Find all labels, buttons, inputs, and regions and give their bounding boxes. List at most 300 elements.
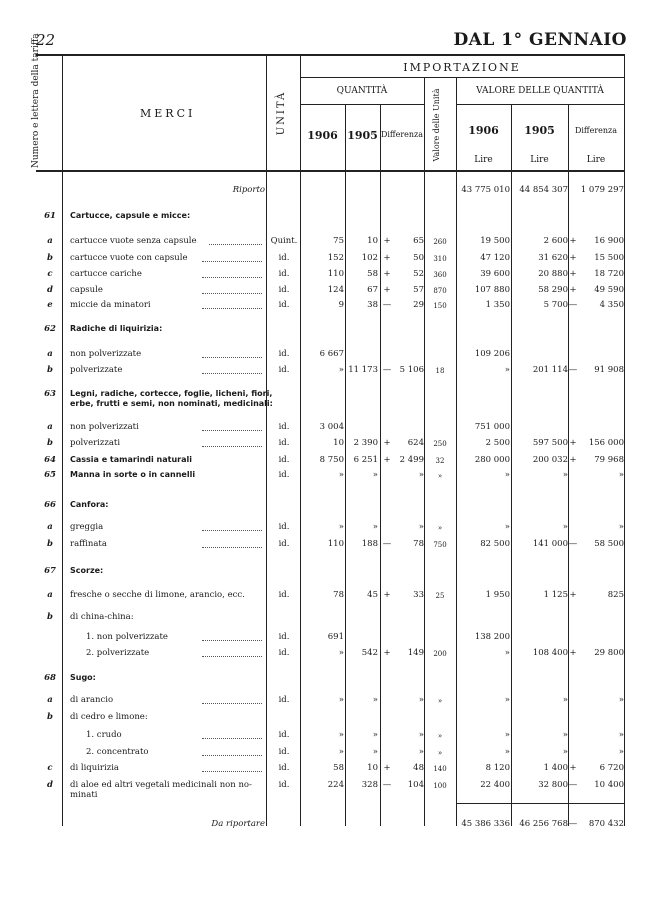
- header-q-1905: 1905: [347, 129, 378, 142]
- unit-cell: id.: [278, 695, 290, 705]
- tariff-code: a: [47, 236, 53, 246]
- value-difference: 16 900: [594, 236, 624, 246]
- leader-dots: [202, 422, 262, 431]
- quantity-difference: 48: [413, 763, 424, 773]
- leader-dots: [202, 763, 262, 772]
- unit-cell: id.: [278, 780, 290, 790]
- value-1905: 5 700: [543, 300, 568, 310]
- tariff-code: 67: [44, 566, 56, 576]
- row-label: Canfora:: [70, 500, 109, 509]
- value-1905: 201 114: [532, 365, 568, 375]
- quantity-1905: 38: [367, 300, 378, 310]
- row-label: Radiche di liquirizia:: [70, 324, 163, 333]
- tariff-code: b: [47, 253, 53, 263]
- value-difference: »: [618, 747, 624, 757]
- quantity-1906: 78: [333, 590, 344, 600]
- table-row: [0, 566, 647, 578]
- table-row: [0, 612, 647, 624]
- quantity-1905: 11 173: [348, 365, 378, 375]
- tariff-code: 63: [44, 389, 56, 399]
- value-1906: 1 350: [485, 300, 510, 310]
- tariff-code: e: [47, 300, 53, 310]
- quantity-difference: 104: [407, 780, 424, 790]
- value-1906: 45 386 336: [461, 819, 510, 829]
- quantity-diff-sign: —: [382, 780, 392, 790]
- tariff-code: 62: [44, 324, 56, 334]
- header-v-1906-lire: Lire: [474, 155, 493, 165]
- tariff-code: b: [47, 712, 53, 722]
- tariff-code: 68: [44, 673, 56, 683]
- unit-cell: id.: [278, 269, 290, 279]
- tariff-code: a: [47, 422, 53, 432]
- tariff-code: c: [47, 269, 53, 279]
- header-v-diff-lire: Lire: [586, 155, 606, 165]
- quantity-1906: »: [338, 365, 344, 375]
- value-difference: 1 079 297: [580, 185, 624, 195]
- table-row: [0, 285, 647, 297]
- table-row: [0, 695, 647, 707]
- value-diff-sign: —: [568, 819, 578, 829]
- quantity-1905: 2 390: [353, 438, 378, 448]
- value-difference: 15 500: [594, 253, 624, 263]
- row-label: capsule: [70, 285, 103, 295]
- unit-cell: id.: [278, 349, 290, 359]
- row-label: non polverizzati: [70, 422, 139, 432]
- quantity-diff-sign: +: [383, 438, 391, 448]
- quantity-difference: »: [418, 747, 424, 757]
- value-difference: 91 908: [594, 365, 624, 375]
- row-label: Legni, radiche, cortecce, foglie, licheni, fiori,: [70, 389, 273, 398]
- value-1906: 39 600: [480, 269, 510, 279]
- unit-cell: id.: [278, 438, 290, 448]
- tariff-code: 61: [44, 211, 56, 221]
- quantity-difference: 78: [413, 539, 424, 549]
- tariff-code: b: [47, 365, 53, 375]
- table-row: [0, 253, 647, 265]
- row-label: Cartucce, capsule e micce:: [70, 211, 191, 220]
- row-label: non polverizzate: [70, 349, 142, 359]
- quantity-1906: »: [338, 747, 344, 757]
- quantity-diff-sign: +: [383, 253, 391, 263]
- value-diff-sign: +: [569, 455, 577, 465]
- quantity-diff-sign: +: [383, 648, 391, 658]
- unit-cell: id.: [278, 522, 290, 532]
- table-top-rule: [36, 54, 624, 56]
- page-number: 22: [36, 31, 56, 49]
- value-difference: 79 968: [594, 455, 624, 465]
- value-1905: 32 800: [538, 780, 568, 790]
- value-difference: »: [618, 695, 624, 705]
- value-1905: »: [562, 470, 568, 480]
- value-1905: 108 400: [532, 648, 568, 658]
- value-1906: »: [504, 648, 510, 658]
- unit-value: 360: [433, 271, 447, 279]
- row-label: Scorze:: [70, 566, 104, 575]
- row-label: 2. polverizzate: [86, 648, 150, 658]
- value-1905: »: [562, 730, 568, 740]
- unit-cell: id.: [278, 763, 290, 773]
- quantity-1905: 102: [361, 253, 378, 263]
- tariff-code: b: [47, 539, 53, 549]
- value-1906: »: [504, 695, 510, 705]
- value-diff-sign: +: [569, 253, 577, 263]
- unit-cell: id.: [278, 253, 290, 263]
- quantity-1906: 110: [327, 269, 344, 279]
- header-unit-value: Valore delle Unità: [432, 88, 441, 162]
- value-diff-sign: —: [568, 300, 578, 310]
- row-label: Sugo:: [70, 673, 96, 682]
- unit-cell: id.: [278, 730, 290, 740]
- table-row: [0, 763, 647, 775]
- quantity-1906: »: [338, 522, 344, 532]
- leader-dots: [202, 632, 262, 641]
- value-1906: 109 206: [474, 349, 510, 359]
- quantity-1905: 328: [361, 780, 378, 790]
- unit-value: 140: [433, 765, 447, 773]
- row-label-continued: minati: [70, 790, 98, 800]
- quantity-1906: 9: [338, 300, 344, 310]
- import-title-rule: [300, 77, 624, 78]
- value-difference: 4 350: [599, 300, 624, 310]
- value-1905: 46 256 768: [519, 819, 568, 829]
- quantity-1906: 152: [327, 253, 344, 263]
- leader-dots: [202, 269, 262, 278]
- value-1906: 280 000: [474, 455, 510, 465]
- quantity-1905: »: [372, 695, 378, 705]
- table-row: [0, 422, 647, 434]
- row-label: miccie da minatori: [70, 300, 151, 310]
- header-goods: MERCI: [140, 107, 196, 120]
- value-1906: »: [504, 522, 510, 532]
- value-diff-sign: +: [569, 236, 577, 246]
- quantity-1906: 224: [327, 780, 344, 790]
- value-difference: 29 800: [594, 648, 624, 658]
- unit-cell: id.: [278, 455, 290, 465]
- quantity-diff-sign: —: [382, 539, 392, 549]
- table-row: [0, 500, 647, 512]
- value-1905: 20 880: [538, 269, 568, 279]
- tariff-code: d: [47, 285, 53, 295]
- unit-cell: id.: [278, 285, 290, 295]
- quantity-difference: 624: [407, 438, 424, 448]
- leader-dots: [209, 236, 262, 245]
- value-1906: 8 120: [485, 763, 510, 773]
- value-diff-sign: +: [569, 269, 577, 279]
- table-row: [0, 365, 647, 377]
- unit-value: 25: [435, 592, 445, 600]
- row-label: di liquirizia: [70, 763, 119, 773]
- leader-dots: [202, 365, 262, 374]
- value-1906: 43 775 010: [461, 185, 510, 195]
- total-rule: [456, 803, 624, 804]
- unit-value: 18: [435, 367, 445, 375]
- quantity-difference: 50: [413, 253, 424, 263]
- row-label: di china-china:: [70, 612, 134, 622]
- value-1906: 138 200: [474, 632, 510, 642]
- value-diff-sign: +: [569, 438, 577, 448]
- quantity-diff-sign: +: [383, 269, 391, 279]
- quantity-1906: »: [338, 648, 344, 658]
- header-v-1905: 1905: [524, 124, 555, 137]
- tariff-code: a: [47, 590, 53, 600]
- table-header-bottom-rule: [36, 170, 624, 172]
- quantity-1906: »: [338, 695, 344, 705]
- value-difference: 10 400: [594, 780, 624, 790]
- leader-dots: [202, 438, 262, 447]
- header-v-1905-lire: Lire: [530, 155, 549, 165]
- quantity-1906: 10: [333, 438, 344, 448]
- unit-value: 750: [433, 541, 447, 549]
- table-row: [0, 648, 647, 660]
- tariff-code: c: [47, 763, 53, 773]
- header-q-1906: 1906: [307, 129, 338, 142]
- leader-dots: [202, 730, 262, 739]
- quantity-difference: »: [418, 470, 424, 480]
- row-label: cartucce vuote senza capsule: [70, 236, 197, 246]
- quantity-difference: 52: [413, 269, 424, 279]
- quantity-difference: 65: [413, 236, 424, 246]
- unit-value: 150: [433, 302, 447, 310]
- header-import: IMPORTAZIONE: [403, 61, 521, 74]
- quantity-1905: »: [372, 522, 378, 532]
- table-row: [0, 185, 647, 197]
- header-unit: UNITÀ: [276, 90, 287, 136]
- unit-value: »: [437, 697, 443, 705]
- table-row: [0, 300, 647, 312]
- value-1905: 141 000: [532, 539, 568, 549]
- value-1906: 47 120: [480, 253, 510, 263]
- leader-dots: [202, 300, 262, 309]
- value-1906: 107 880: [474, 285, 510, 295]
- value-1905: »: [562, 747, 568, 757]
- table-row: [0, 539, 647, 551]
- table-row: [0, 590, 647, 602]
- tariff-code: a: [47, 695, 53, 705]
- quantity-1905: 10: [367, 236, 378, 246]
- value-difference: 156 000: [588, 438, 624, 448]
- row-label: greggia: [70, 522, 104, 532]
- value-1905: »: [562, 522, 568, 532]
- value-difference: 58 500: [594, 539, 624, 549]
- running-title: DAL 1° GENNAIO: [453, 30, 627, 50]
- value-diff-sign: +: [569, 648, 577, 658]
- value-title-rule: [456, 104, 624, 105]
- quantity-1905: »: [372, 470, 378, 480]
- value-difference: 870 432: [588, 819, 624, 829]
- value-difference: 6 720: [599, 763, 624, 773]
- quantity-1906: 110: [327, 539, 344, 549]
- quantity-diff-sign: +: [383, 236, 391, 246]
- row-label: di arancio: [70, 695, 114, 705]
- leader-dots: [202, 522, 262, 531]
- unit-value: »: [437, 732, 443, 740]
- row-label: Cassia e tamarindi naturali: [70, 455, 192, 464]
- unit-cell: id.: [278, 365, 290, 375]
- table-row: [0, 455, 647, 467]
- leader-dots: [202, 253, 262, 262]
- tariff-code: 65: [44, 470, 56, 480]
- table-row: [0, 470, 647, 482]
- row-label: polverizzate: [70, 365, 123, 375]
- value-1905: 44 854 307: [519, 185, 568, 195]
- row-label: di aloe ed altri vegetali medicinali non no-: [70, 780, 252, 790]
- quantity-1906: 124: [327, 285, 344, 295]
- value-difference: 825: [607, 590, 624, 600]
- table-row: [0, 747, 647, 759]
- table-row: [0, 236, 647, 248]
- value-difference: »: [618, 730, 624, 740]
- row-label: Riporto: [232, 185, 265, 195]
- value-1906: 22 400: [480, 780, 510, 790]
- quantity-1905: 6 251: [353, 455, 378, 465]
- quantity-1905: 67: [367, 285, 378, 295]
- quantity-difference: 5 106: [399, 365, 424, 375]
- table-row: [0, 522, 647, 534]
- unit-value: 870: [433, 287, 447, 295]
- leader-dots: [202, 648, 262, 657]
- unit-value: 32: [435, 457, 445, 465]
- value-1905: »: [562, 695, 568, 705]
- quantity-difference: 29: [413, 300, 424, 310]
- value-1906: 82 500: [480, 539, 510, 549]
- value-1905: 1 400: [543, 763, 568, 773]
- quantity-difference: 2 499: [399, 455, 424, 465]
- value-difference: 49 590: [594, 285, 624, 295]
- table-row: [0, 819, 647, 831]
- unit-value: 260: [433, 238, 447, 246]
- value-1905: 200 032: [532, 455, 568, 465]
- value-difference: 18 720: [594, 269, 624, 279]
- quantity-1906: 75: [333, 236, 344, 246]
- table-row: [0, 269, 647, 281]
- row-label: 2. concentrato: [86, 747, 149, 757]
- quantity-diff-sign: +: [383, 285, 391, 295]
- unit-cell: id.: [278, 539, 290, 549]
- value-1906: 1 950: [485, 590, 510, 600]
- table-row: [0, 780, 647, 800]
- header-tariff-number: Numero e lettera della tariffa: [31, 33, 41, 168]
- tariff-code: a: [47, 522, 53, 532]
- table-row: [0, 730, 647, 742]
- unit-cell: id.: [278, 747, 290, 757]
- tariff-code: b: [47, 612, 53, 622]
- value-1906: »: [504, 747, 510, 757]
- quantity-diff-sign: +: [383, 763, 391, 773]
- quantity-difference: 33: [413, 590, 424, 600]
- header-v-difference: Differenza: [574, 126, 618, 135]
- unit-cell: id.: [278, 632, 290, 642]
- unit-value: »: [437, 472, 443, 480]
- value-difference: »: [618, 522, 624, 532]
- table-row: [0, 324, 647, 336]
- unit-cell: id.: [278, 648, 290, 658]
- value-1905: 2 600: [543, 236, 568, 246]
- leader-dots: [202, 285, 262, 294]
- value-diff-sign: +: [569, 763, 577, 773]
- unit-value: 310: [433, 255, 447, 263]
- quantity-1905: »: [372, 747, 378, 757]
- leader-dots: [202, 747, 262, 756]
- value-1905: 31 620: [538, 253, 568, 263]
- quantity-1906: 691: [327, 632, 344, 642]
- row-label: 1. non polverizzate: [86, 632, 168, 642]
- table-row: [0, 389, 647, 408]
- value-1905: 58 290: [538, 285, 568, 295]
- quantity-diff-sign: +: [383, 590, 391, 600]
- value-1905: 1 125: [543, 590, 568, 600]
- quantity-1905: »: [372, 730, 378, 740]
- unit-value: 200: [433, 650, 447, 658]
- value-difference: »: [618, 470, 624, 480]
- header-q-difference: Differenza: [380, 130, 424, 139]
- quantity-1906: 3 004: [319, 422, 344, 432]
- quantity-difference: »: [418, 522, 424, 532]
- leader-dots: [202, 349, 262, 358]
- unit-value: 250: [433, 440, 447, 448]
- table-row: [0, 632, 647, 644]
- tariff-code: a: [47, 349, 53, 359]
- row-label: polverizzati: [70, 438, 121, 448]
- unit-value: 100: [433, 782, 447, 790]
- value-1905: 597 500: [532, 438, 568, 448]
- value-diff-sign: —: [568, 365, 578, 375]
- table-row: [0, 673, 647, 685]
- quantity-1906: »: [338, 470, 344, 480]
- value-diff-sign: —: [568, 780, 578, 790]
- quantity-1905: 542: [361, 648, 378, 658]
- row-label: Da riportare: [211, 819, 265, 829]
- unit-cell: id.: [278, 470, 290, 480]
- header-value: VALORE DELLE QUANTITÀ: [476, 86, 604, 96]
- value-1906: »: [504, 365, 510, 375]
- quantity-diff-sign: +: [383, 455, 391, 465]
- quantity-1905: 58: [367, 269, 378, 279]
- row-label: di cedro e limone:: [70, 712, 148, 722]
- table-row: [0, 438, 647, 450]
- row-label-continued: erbe, frutti e semi, non nominati, medicinali:: [70, 399, 273, 408]
- value-1906: »: [504, 730, 510, 740]
- table-row: [0, 211, 647, 223]
- unit-cell: id.: [278, 590, 290, 600]
- row-label: fresche o secche di limone, arancio, ecc.: [70, 590, 245, 600]
- value-1906: »: [504, 470, 510, 480]
- unit-cell: Quint.: [270, 236, 298, 246]
- quantity-difference: »: [418, 695, 424, 705]
- tariff-code: 66: [44, 500, 56, 510]
- quantity-difference: 57: [413, 285, 424, 295]
- quantity-title-rule: [300, 104, 424, 105]
- table-row: [0, 712, 647, 724]
- tariff-code: d: [47, 780, 53, 790]
- value-diff-sign: —: [568, 539, 578, 549]
- quantity-1906: 6 667: [319, 349, 344, 359]
- quantity-diff-sign: —: [382, 300, 392, 310]
- row-label: 1. crudo: [86, 730, 122, 740]
- value-diff-sign: +: [569, 285, 577, 295]
- quantity-1905: 188: [361, 539, 378, 549]
- unit-cell: id.: [278, 300, 290, 310]
- row-label: Manna in sorte o in cannelli: [70, 470, 196, 479]
- tariff-code: 64: [44, 455, 56, 465]
- value-1906: 2 500: [485, 438, 510, 448]
- quantity-difference: 149: [407, 648, 424, 658]
- leader-dots: [202, 539, 262, 548]
- quantity-1906: »: [338, 730, 344, 740]
- header-v-1906: 1906: [468, 124, 499, 137]
- tariff-code: b: [47, 438, 53, 448]
- unit-value: »: [437, 749, 443, 757]
- quantity-1906: 58: [333, 763, 344, 773]
